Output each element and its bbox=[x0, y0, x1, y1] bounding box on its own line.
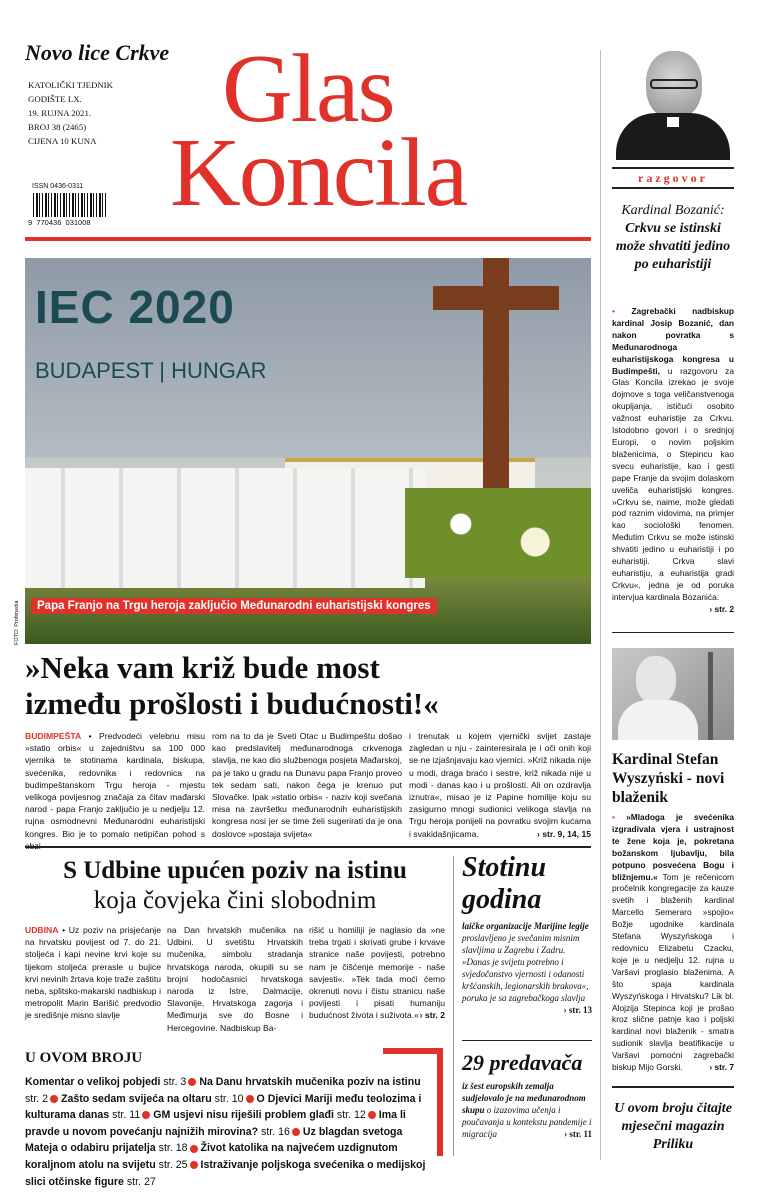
contents-item-text: O Djevici Mariji među teolozima i kulturama danas bbox=[25, 1092, 422, 1122]
stotinu-title bbox=[462, 852, 546, 916]
portrait-glasses bbox=[650, 79, 698, 89]
udbina-col3-text: rišić u homiliji je naglasio da »ne treba trgati i skrivati grube i krvave stranice naše povijesti, potrebno nam je čišćenje memorije - naše savjesti«. »Tek tada moći ćemo okrenuti novu i čistu stranicu naše povijesti i pisati humaniju budućnost života i suživota.« bbox=[309, 925, 445, 1021]
vertical-divider-left bbox=[453, 856, 454, 1156]
udbina-ref[interactable]: › str. 2 bbox=[419, 1010, 445, 1021]
bullet-icon bbox=[190, 1145, 198, 1153]
divider-sidebar-1 bbox=[612, 632, 734, 633]
udbina-col2-text: na Dan hrvatskih mučenika na Udbini. U svetištu Hrvatskih mučenika, simbolu stradanja hrvatskoga naroda, okupili su se brojni hodočasnici hrvatskoga naroda iz Istre, Dalmacije, Slavonije, Hrvatskoga zagorja i Međimurja sve do Bosne i Hercegovine. Nadbiskup Ba- bbox=[167, 925, 303, 1033]
hero-photo bbox=[25, 258, 591, 644]
bozanic-name: Kardinal Bozanić: bbox=[621, 203, 725, 218]
contents-item-page: str. 12 bbox=[336, 1109, 366, 1122]
contents-item-page: str. 2 bbox=[25, 1092, 48, 1105]
contents-item-text: Komentar o velikoj pobjedi bbox=[25, 1076, 161, 1088]
stotinu-lead: laičke organizacije Marijine legije bbox=[462, 921, 589, 931]
masthead-title-line2: Koncila bbox=[170, 119, 467, 227]
main-col-1 bbox=[25, 730, 205, 852]
bozanic-text: u razgovoru za Glas Koncila izrekao je svoje dojmove s toga veličanstvenoga okupljanja, ističući osobito važnost euharistije za Crkvu. Istodobno govori i o srednjoj Europi, o novim poljskim blaženicima, o Stepincu kao svecu euharistije, kao i gesti pape Franje da svojim dolaskom uveliča euharistijski kongres. »Crkvu se, naime, može gledati pod raznim vidovima, na primjer kao sociološki fenomen. Međutim Crkvu se može istinski shvatiti jedino u euharistiji i po euharistiji. Crkva slavi euharistiju, a euharistija gradi Crkvu«, jedna je od poruka intervjua kardinala Bozanića. bbox=[612, 365, 734, 602]
main-place: BUDIMPEŠTA bbox=[25, 731, 82, 741]
contents-list bbox=[25, 1074, 429, 1190]
issn-label: ISSN 0436-0311 bbox=[32, 183, 84, 190]
hero-caption-text: Papa Franjo na Trgu heroja zaključio Međunarodni euharistijski kongres bbox=[37, 600, 431, 612]
contents-item-page: str. 11 bbox=[112, 1109, 141, 1122]
clergy-row bbox=[25, 468, 425, 588]
hero-caption bbox=[31, 598, 437, 614]
predavaca-text: o izazovima učenja i poučavanja u kontekstu pandemije i migracija bbox=[462, 1105, 592, 1139]
bozanic-lead: Zagrebački nadbiskup kardinal Josip Bozanić, dan nakon povratka s Međunarodnoga euharistijskoga kongresa u Budimpešti, bbox=[612, 306, 734, 376]
contents-item-page: str. 10 bbox=[214, 1092, 244, 1105]
bullet-icon bbox=[142, 1111, 150, 1119]
barcode-bars bbox=[33, 193, 107, 217]
main-col3-text: i trenutak u kojem vjernički svijet zastaje zagledan u nju - zainteresirala je i oči onih koji se ne izjašnjavaju kao vjernici. »Križ nikada nije u modi, draga braćo i sestre, križ nikada nije u modi - danas kao i u prošlosti. Ali on ozdravlja iznutra«, misao je iz Papine homilije koju su zasigurno mnogi sudionici velikoga slavlja na Trgu heroja ponijeli na povratku svojim kućama i svakidašnjicama. bbox=[409, 731, 591, 839]
meta-line: KATOLIČKI TJEDNIK bbox=[28, 80, 113, 90]
bullet-icon bbox=[292, 1128, 300, 1136]
flowers bbox=[405, 488, 591, 578]
contents-item-text: Ima li pravde u novom povećanju najnižih mirovina? bbox=[25, 1109, 406, 1138]
udbina-headline bbox=[25, 856, 445, 916]
razgovor-label: razgovor bbox=[638, 171, 708, 185]
meta-line: GODIŠTE LX. bbox=[28, 94, 82, 104]
barcode bbox=[28, 183, 108, 229]
bozanic-title bbox=[612, 202, 734, 274]
wyszynski-lead: »Mladoga je svećenika izgradivala vjera i ustrajnost te žene koja je, pokretana božanskom ljubavlju, bila potpuno posvećena Bogu i bližnjemu.« bbox=[612, 812, 735, 882]
udbina-col1-text: • Uz poziv na prisjećanje na hrvatsku povijest od 7. do 21. stoljeća i kapi nevine krvi koje su tijekom stoljeća prerasle u bujice krvi nevinih žrtava koje traže zaštitu neba, splitsko-makarski nadbiskup i metropolit Marin Barišić predvodio je središnje misno slavlje bbox=[25, 925, 161, 1021]
bullet-icon bbox=[190, 1161, 198, 1169]
predavaca-title: 29 predavača bbox=[462, 1050, 583, 1075]
main-col-2 bbox=[212, 730, 402, 840]
contents-item-page: str. 3 bbox=[163, 1076, 187, 1088]
udbina-col-3 bbox=[309, 924, 445, 1022]
divider-stotinu bbox=[462, 1040, 592, 1041]
main-ref[interactable]: › str. 9, 14, 15 bbox=[537, 828, 591, 839]
udbina-col-1 bbox=[25, 924, 161, 1022]
razgovor-label-box bbox=[612, 167, 734, 189]
contents-item-text: Uz blagdan svetoga Mateja o odabiru prijatelja bbox=[25, 1125, 403, 1155]
main-col1-text: • Predvodeći velebnu misu »statio orbis« u zajedništvu sa 100 000 vjernika te stotinama kardinala, biskupa, svećenika, redovnika i redovnica na budimpeštanskom Trgu heroja - mjestu velikoga povijesnog značaja za čitav mađarski narod - papa Franjo zaključio je u nedjelju 12. rujna osmodnevni Međunarodni euharistijski kongres. Bio je to pomalo netipičan pohod s bbox=[25, 731, 205, 839]
bozanic-ref[interactable]: › str. 2 bbox=[709, 603, 734, 614]
contents-item-text: Istraživanje poljskoga svećenika o medijskoj slici otčinske figure bbox=[25, 1158, 426, 1188]
bullet-icon bbox=[50, 1095, 58, 1103]
stotinu-text: proslavljeno je svečanim misnim slavljima u Zagrebu i Zadru. »Danas je svijetu potrebno i svjedočanstvo vjernosti i odanosti kršćanskih, legionarskih brakova«, poruka je sa zagrebačkoga slavlja bbox=[462, 933, 589, 1003]
masthead-rule bbox=[25, 237, 591, 241]
divider-main bbox=[25, 846, 591, 848]
bullet-icon bbox=[188, 1078, 196, 1086]
issue-meta bbox=[28, 78, 113, 148]
masthead-title-line1: Glas bbox=[222, 35, 394, 143]
contents-item-page: str. 16 bbox=[261, 1125, 290, 1138]
udbina-headline-line2: koja čovjeka čini slobodnim bbox=[93, 887, 377, 914]
crosier bbox=[708, 652, 713, 740]
contents-item-page: str. 25 bbox=[158, 1158, 188, 1171]
contents-item-page: str. 18 bbox=[158, 1142, 188, 1155]
bozanic-body: • Zagrebački nadbiskup kardinal Josip Bozanić, dan nakon povratka s Međunarodnoga euharistijskoga kongresa u Budimpešti, u razgovoru za Glas Koncila izrekao je svoje dojmove s toga veličanstvenoga okupljanja, ističući osobito važnost euharistije za Crkvu. Istodobno govori i o srednjoj Europi, o novim poljskim blaženicima, o Stepincu kao svecu euharistije, kao i gesti pape Franje da svojim dolaskom uveliča euharistijski kongres. »Crkvu se, naime, može gledati pod raznim vidovima, na primjer kao sociološki fenomen. Međutim Crkvu se može istinski shvatiti jedino u euharistiji i po euharistiji. Crkva slavi euharistiju, a euharistija gradi Crkvu«, jedna je od poruka intervjua kardinala Bozanića. › str. 2 bbox=[612, 306, 734, 614]
sidebar-divider bbox=[600, 50, 601, 1160]
main-col-3 bbox=[409, 730, 591, 840]
masthead-tagline: Novo lice Crkve bbox=[25, 40, 170, 65]
predavaca-lead: iz šest europskih zemalja sudjelovalo je na međunarodnom skupu bbox=[462, 1081, 586, 1115]
bozanic-quote: Crkvu se istinski može shvatiti jedino po euharistiji bbox=[615, 221, 731, 272]
udbina-col-2 bbox=[167, 924, 303, 1034]
stotinu-ref[interactable]: › str. 13 bbox=[563, 1005, 592, 1015]
cross-horizontal bbox=[433, 286, 559, 310]
stotinu-title-line1: Stotinu bbox=[462, 852, 547, 883]
main-headline-line2: između prošlosti i budućnosti!« bbox=[25, 686, 439, 721]
wyszynski-body: • »Mladoga je svećenika izgradivala vjera i ustrajnost te žene koja je, pokretana božanskom ljubavlju, bila potpuno posvećena Bogu i bližnjemu.« Tom je rečenicom pročelnik kongregacije za kauze svetih i blaženih kardinal Marcello Semeraro »spojio« Božje ugodnike kardinala Stefana Wyszyńskoga i redovnicu Elizabetu Czacku, koje je u nedjelju 12. rujna u Varšavi proglasio blaženima. A što spaja kardinala Wyszyńskoga i Hrvatsku? Lik bl. Alojzija Stepinca koji je prošao kroz slične patnje kao i poljski kardinal novi blaženik - smatra sudionik slavlja beatifikacije u Varšavi pomoćni zagrebački biskup Mijo Gorski. › str. 7 bbox=[612, 812, 735, 1073]
meta-line: BROJ 38 (2465) bbox=[28, 122, 87, 132]
meta-line: 19. RUJNA 2021. bbox=[28, 108, 92, 118]
contents-item-text: Život katolika na najvećem uzdignutom koraljnom atolu na svijetu bbox=[25, 1142, 398, 1171]
main-col2-text: rom na to da je Sveti Otac u Budimpeštu došao kao predslavitelj međunarodnoga crkvenoga slavlja, ne kao dio službenoga posjeta Mađarskoj, pa je tako u gradu na Dunavu papa Franjo proveo tek sedam sati, nakon čega je krenuo put Slovačke. Ipak »statio orbis« - naziv koji svečana misa na završetku međunarodnih euharistijskih kongresa nosi jer se time želi sugerirati da je ona doslovce »postaja svijeta« bbox=[212, 731, 402, 839]
hero-banner-line1: IEC 2020 bbox=[35, 281, 235, 333]
main-headline bbox=[25, 650, 591, 722]
predavaca-ref[interactable]: › str. 11 bbox=[564, 1129, 592, 1139]
stotinu-body bbox=[462, 920, 592, 1016]
contents-item-text: Na Danu hrvatskih mučenika poziv na istinu bbox=[199, 1076, 421, 1088]
bozanic-portrait bbox=[612, 45, 734, 160]
photo-credit: FOTO: Profimedia bbox=[14, 600, 20, 645]
wyszynski-head bbox=[636, 656, 676, 704]
divider-sidebar-2 bbox=[612, 1086, 734, 1088]
contents-item-text: GM usjevi nisu riješili problem glađi bbox=[153, 1109, 334, 1122]
prilika-promo[interactable]: U ovom broju čitajte mjesečni magazin Priliku bbox=[614, 1101, 732, 1152]
main-headline-line1: »Neka vam križ bude most bbox=[25, 650, 380, 685]
bullet-icon bbox=[368, 1111, 376, 1119]
wyszynski-body bbox=[618, 700, 698, 740]
udbina-headline-line1: S Udbine upućen poziv na istinu bbox=[63, 857, 407, 884]
bullet-icon bbox=[246, 1095, 254, 1103]
stotinu-title-line2: godina bbox=[462, 884, 542, 915]
contents-item-page: str. 27 bbox=[126, 1175, 156, 1188]
contents-item-text: Zašto sedam svijeća na oltaru bbox=[60, 1092, 212, 1105]
wyszynski-text: Tom je rečenicom pročelnik kongregacije za kauze svetih i blaženih kardinal Marcello Semeraro »spojio« Božje ugodnike kardinala Stefana Wyszyńskoga i redovnicu Elizabetu Czacku, koje je u nedjelju 12. rujna u Varšavi proglasio blaženima. A što spaja kardinala Wyszyńskoga i Hrvatsku? Lik bl. Alojzija Stepinca koji je prošao kroz slične patnje kao i poljski kardinal novi blaženik - smatra sudionik slavlja beatifikacije u Varšavi pomoćni zagrebački biskup Mijo Gorski. bbox=[612, 871, 734, 1073]
contents-item[interactable] bbox=[153, 1109, 366, 1121]
barcode-digits: 9 770436 031008 bbox=[28, 218, 91, 227]
wyszynski-title: Kardinal Stefan Wyszyński - novi blaženik bbox=[612, 751, 725, 806]
wyszynski-ref[interactable]: › str. 7 bbox=[709, 1062, 734, 1073]
portrait-collar bbox=[667, 117, 679, 127]
udbina-place: UDBINA bbox=[25, 925, 59, 935]
contents-title: U OVOM BROJU bbox=[25, 1050, 143, 1066]
contents-item[interactable] bbox=[61, 1093, 244, 1105]
predavaca-body bbox=[462, 1080, 592, 1140]
wyszynski-photo bbox=[612, 648, 734, 740]
hero-banner-line2: BUDAPEST | HUNGAR bbox=[35, 358, 267, 383]
contents-item[interactable] bbox=[25, 1076, 186, 1088]
meta-line: CIJENA 10 KUNA bbox=[28, 136, 97, 146]
